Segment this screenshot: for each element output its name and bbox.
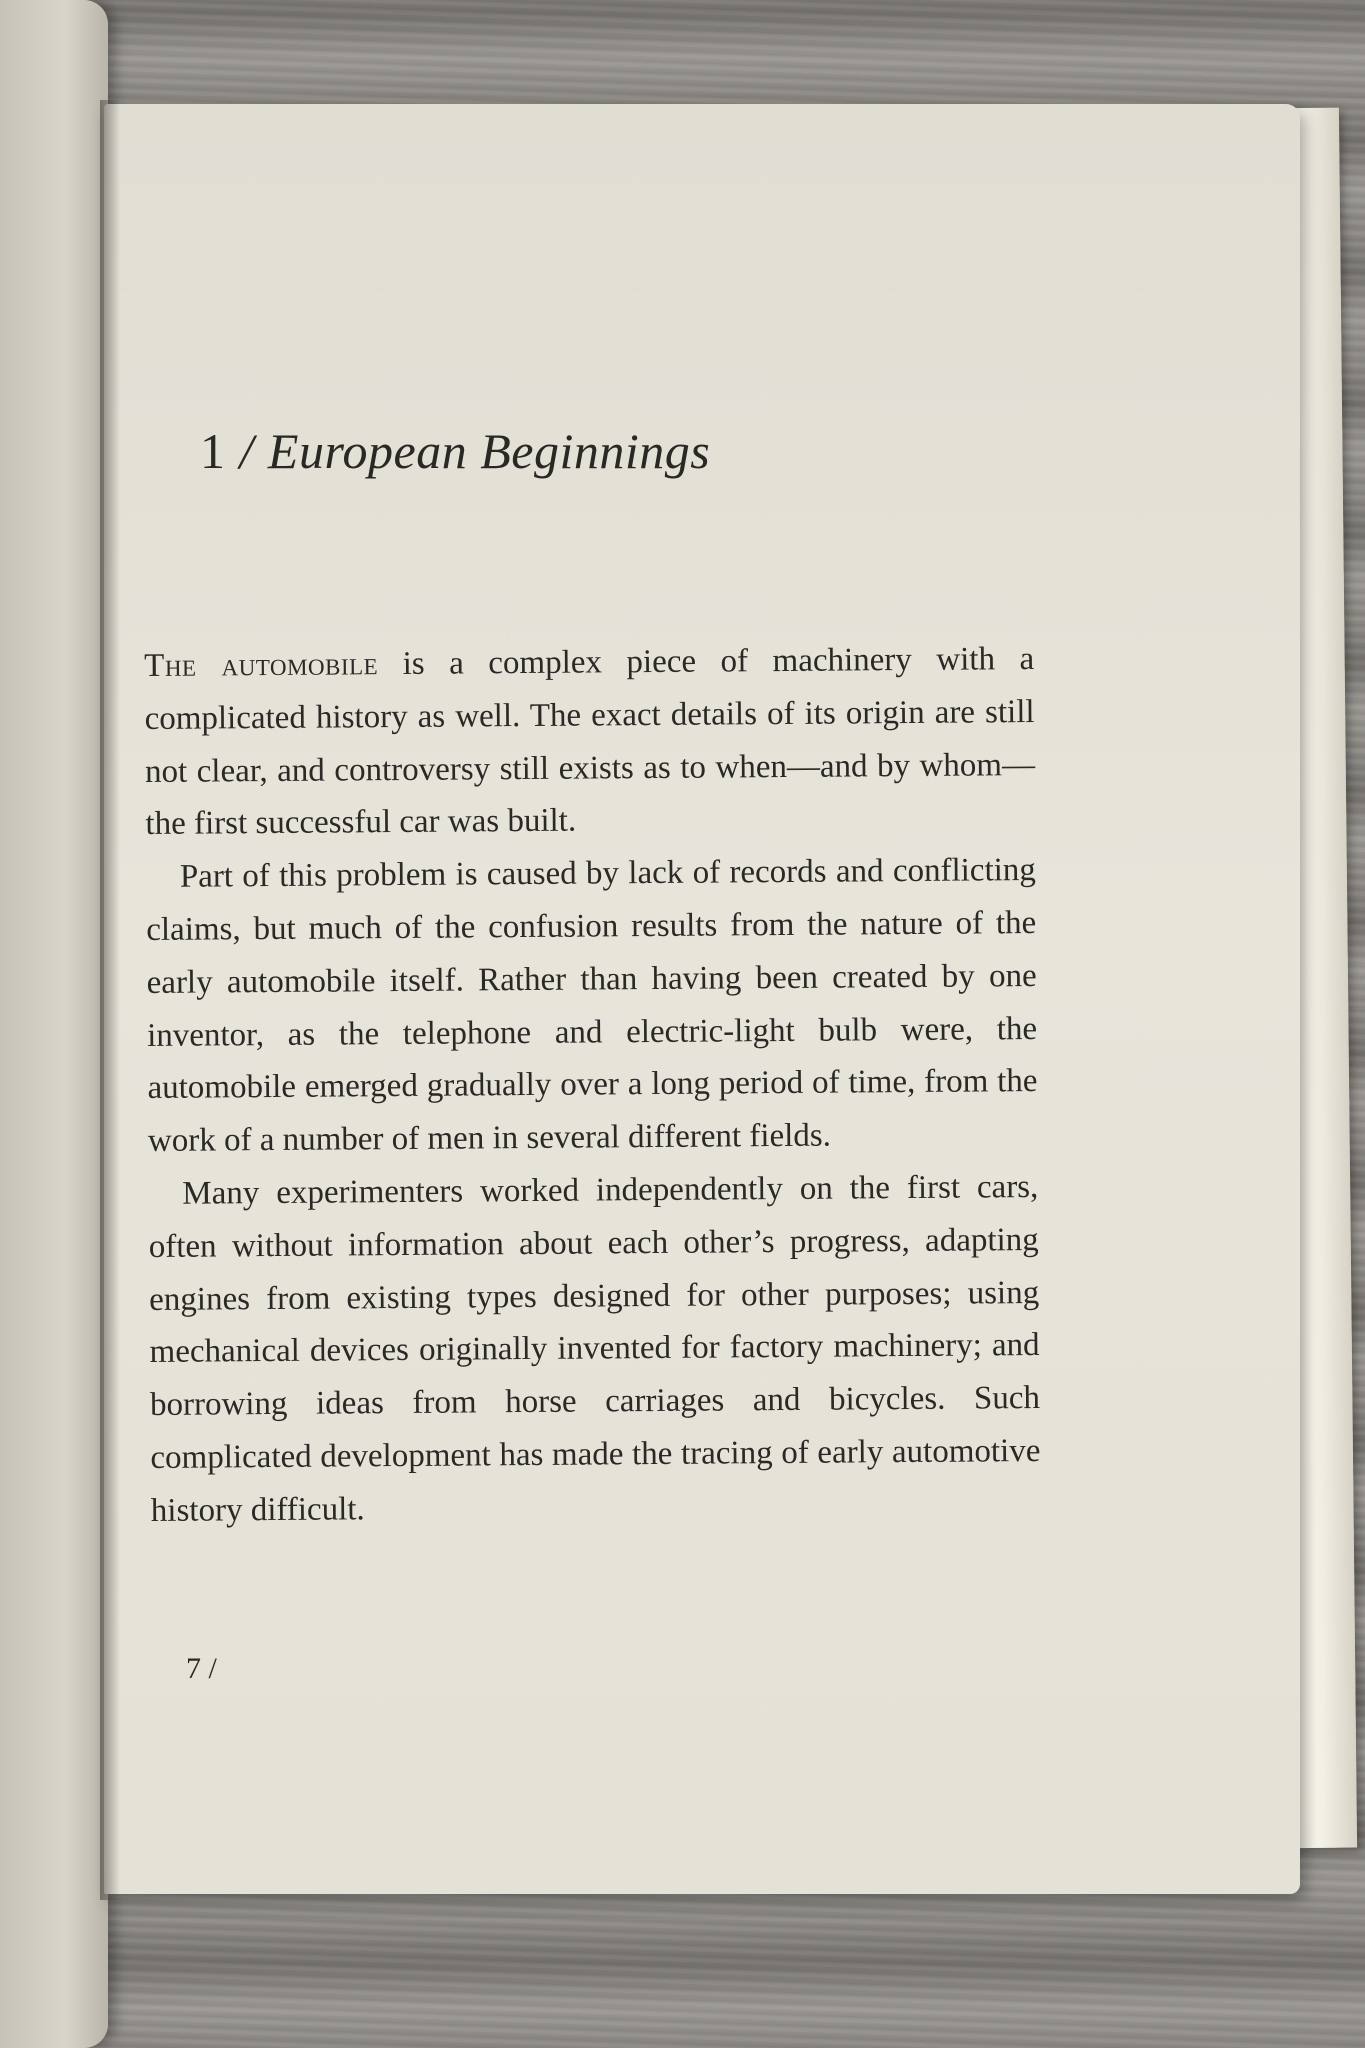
paragraph-2: Part of this problem is caused by lack of records and conflicting claims, but much of the confusion results from the nature of the early automobile itself. Rather than having been created by one inventor, as the telephone and electric-light bulb were, the automobile emerged gradually over a long period of time, from the work of a number of men in several different fields.	[146, 852, 1038, 1160]
chapter-number: 1	[200, 423, 226, 479]
paragraph-1	[144, 633, 1036, 851]
chapter-heading	[200, 422, 980, 480]
body-text	[144, 633, 1041, 1538]
chapter-separator: /	[239, 423, 254, 479]
facing-page-edge	[0, 0, 108, 2048]
page-number: 7 /	[186, 1652, 217, 1685]
paragraph-1-text: is a complex piece of machinery with a complicated history as well. The exact details of its origin are still not clear, and controversy still exists as to when—and by whom—the first successful car was built.	[144, 641, 1036, 843]
chapter-title: European Beginnings	[267, 423, 711, 479]
paragraph-lead-in: The automobile	[144, 646, 379, 684]
paragraph-3: Many experimenters worked independently on the first cars, often without information about each other’s progress, adapting engines from existing types designed for other purposes; using mechanical devices originally invented for factory machinery; and borrowing ideas from horse carriages and bicycles. Such complicated development has made the tracing of early automotive history difficult.	[148, 1168, 1041, 1529]
page-gutter-shadow	[100, 100, 120, 1900]
